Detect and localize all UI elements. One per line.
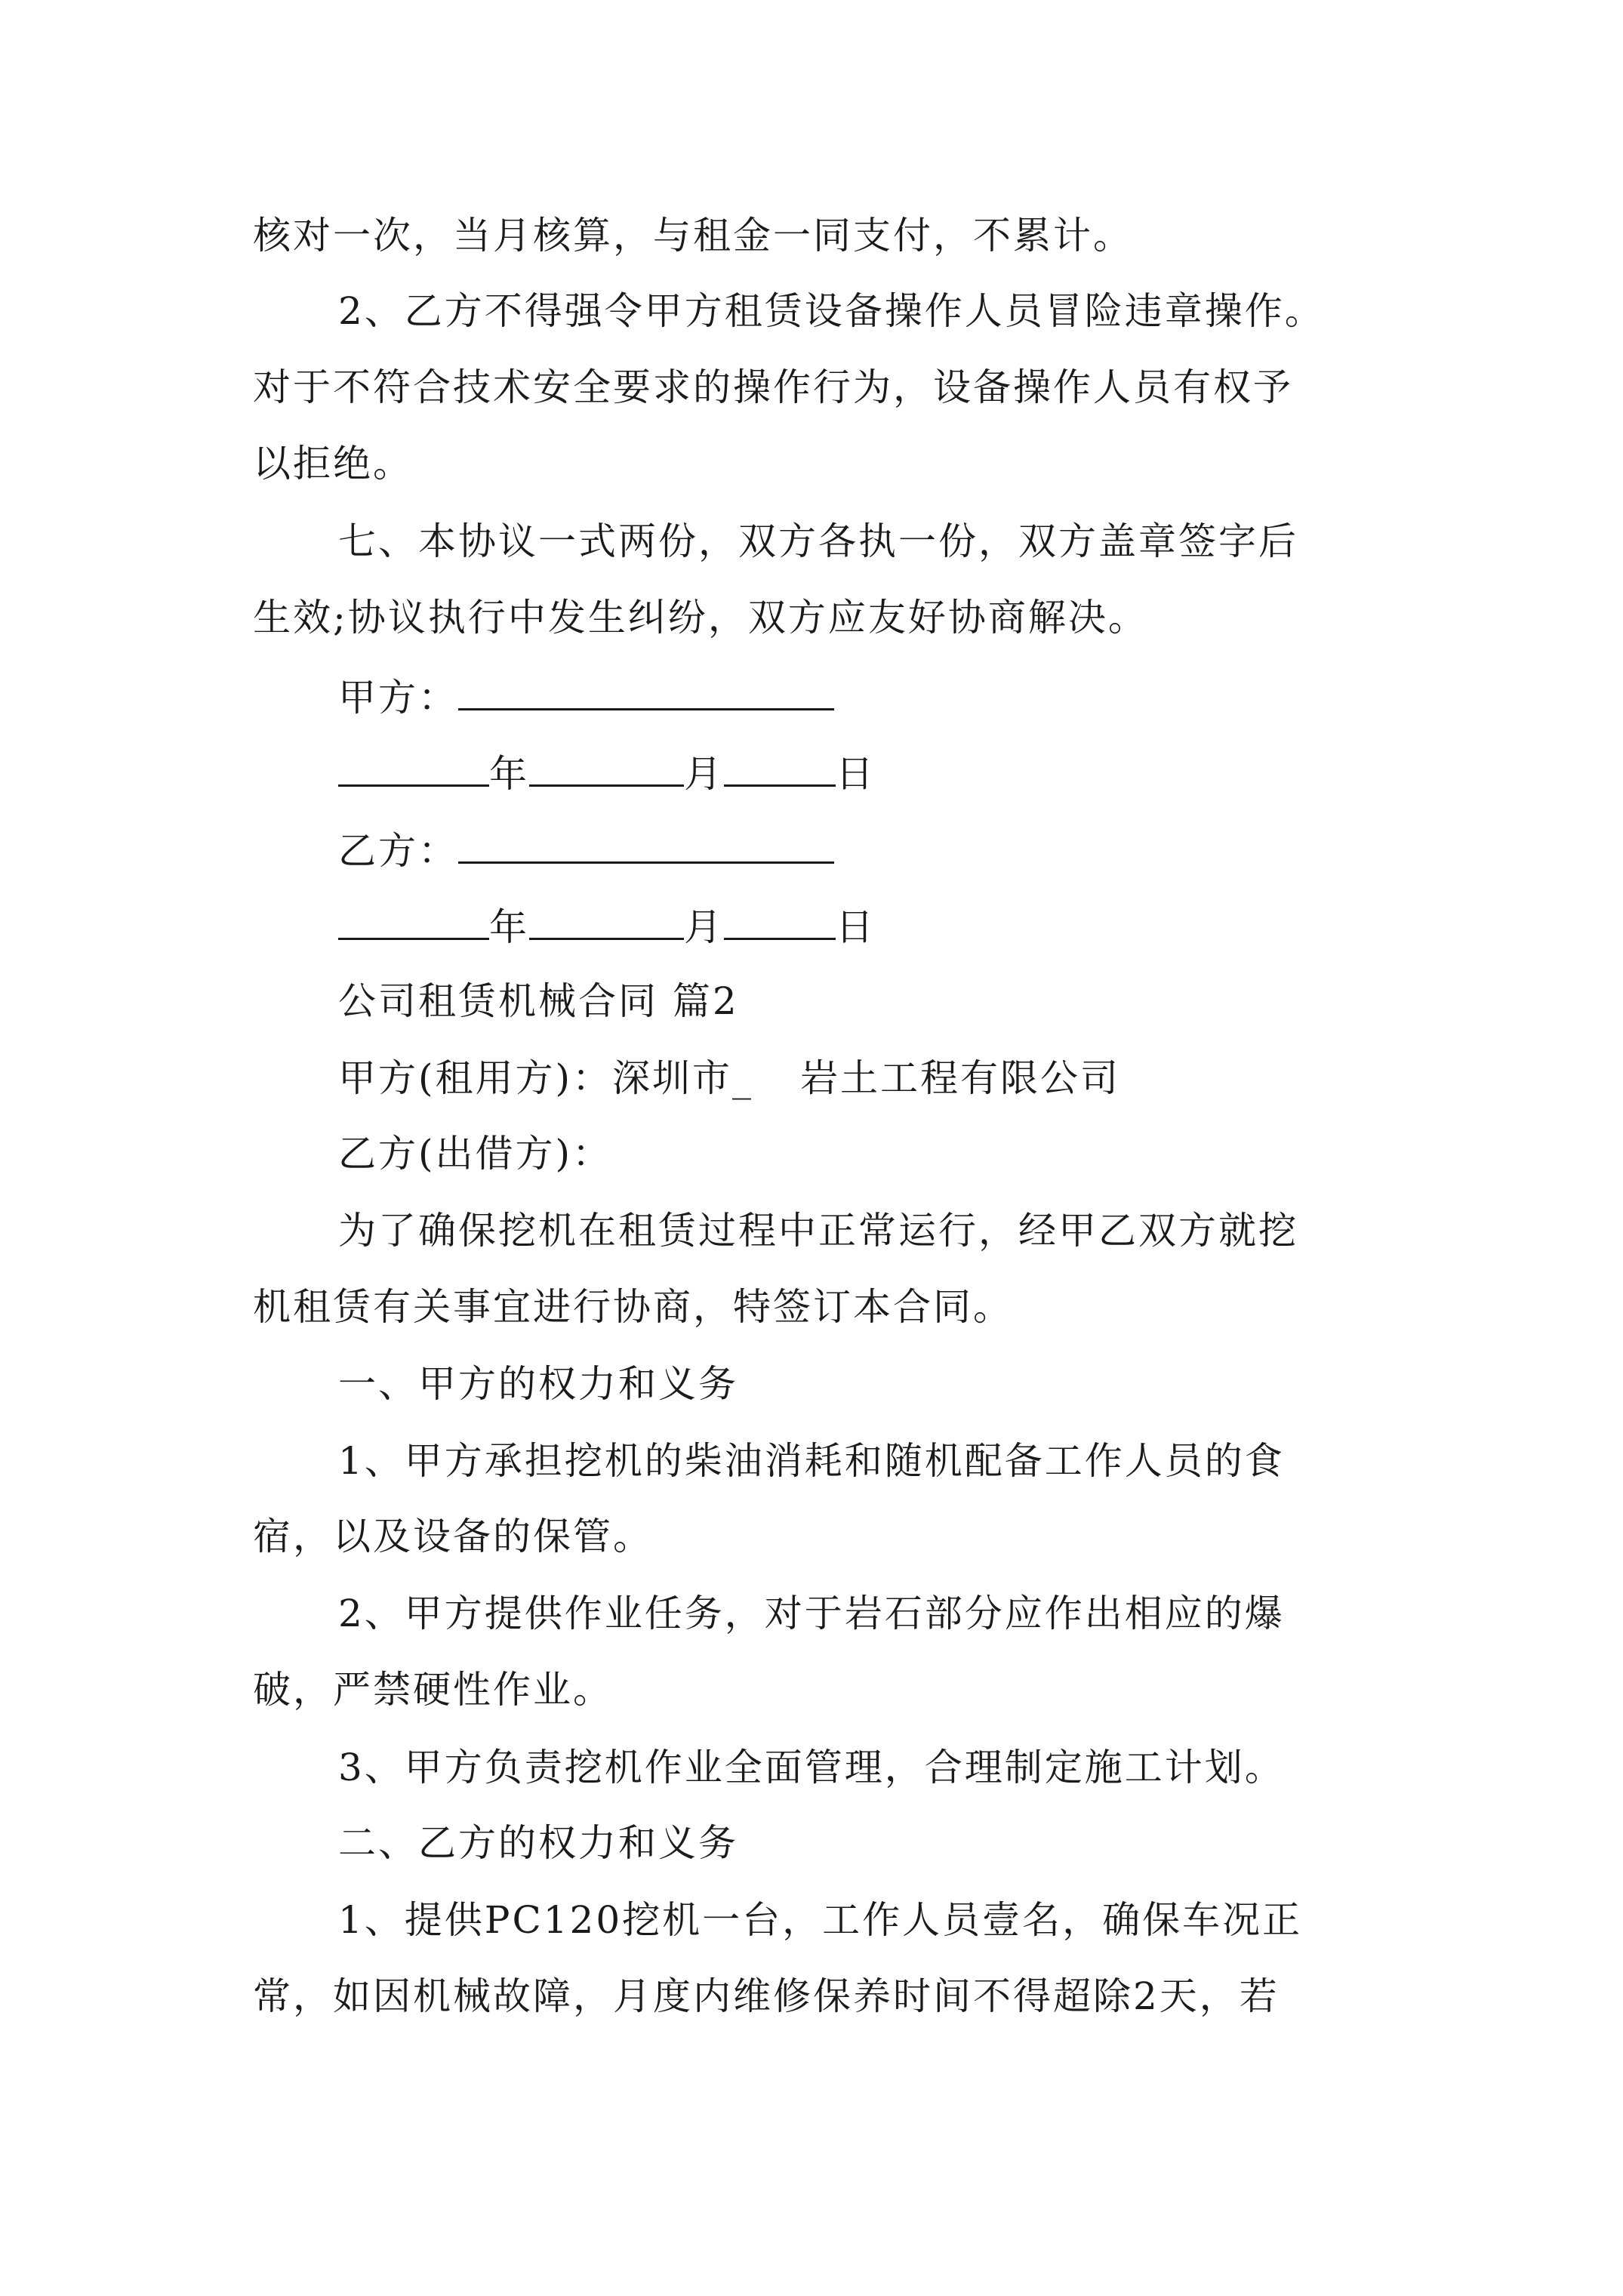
year-blank bbox=[338, 903, 489, 940]
party-a-company: 岩土工程有限公司 bbox=[800, 1056, 1121, 1100]
year-blank bbox=[338, 750, 489, 787]
paragraph-line: 对于不符合技术安全要求的操作行为，设备操作人员有权予 bbox=[253, 365, 1293, 409]
paragraph-line: 以拒绝。 bbox=[253, 442, 413, 485]
party-a-signature-blank bbox=[458, 673, 834, 710]
party-b-label: 乙方： bbox=[338, 829, 458, 873]
section-heading: 二、乙方的权力和义务 bbox=[338, 1821, 738, 1865]
year-label: 年 bbox=[489, 905, 529, 949]
month-blank bbox=[529, 903, 684, 940]
section-heading: 一、甲方的权力和义务 bbox=[338, 1362, 738, 1406]
day-label: 日 bbox=[836, 752, 876, 796]
day-blank bbox=[724, 903, 836, 940]
paragraph-line: 七、本协议一式两份，双方各执一份，双方盖章签字后 bbox=[338, 519, 1298, 563]
month-blank bbox=[529, 750, 684, 787]
party-a-date-line bbox=[338, 750, 876, 797]
paragraph-line: 破，严禁硬性作业。 bbox=[253, 1668, 613, 1712]
party-a-label: 甲方： bbox=[338, 676, 458, 720]
year-label: 年 bbox=[489, 752, 529, 796]
month-label: 月 bbox=[684, 752, 724, 796]
paragraph-line: 1、甲方承担挖机的柴油消耗和随机配备工作人员的食 bbox=[338, 1439, 1285, 1483]
paragraph-line: 机租赁有关事宜进行协商，特签订本合同。 bbox=[253, 1285, 1013, 1329]
party-b-signature-blank bbox=[458, 827, 834, 864]
party-b-date-line bbox=[338, 903, 876, 950]
paragraph-line: 1、提供PC120挖机一台，工作人员壹名，确保车况正 bbox=[338, 1898, 1303, 1942]
party-a-prefix: 甲方(租用方)：深圳市_ bbox=[338, 1056, 754, 1100]
section-title: 公司租赁机械合同 篇2 bbox=[338, 979, 739, 1023]
paragraph-line: 常，如因机械故障，月度内维修保养时间不得超除2天，若 bbox=[253, 1974, 1280, 2018]
day-label: 日 bbox=[836, 905, 876, 949]
paragraph-line: 2、乙方不得强令甲方租赁设备操作人员冒险违章操作。 bbox=[338, 289, 1325, 333]
month-label: 月 bbox=[684, 905, 724, 949]
paragraph-line: 生效;协议执行中发生纠纷，双方应友好协商解决。 bbox=[253, 596, 1148, 639]
paragraph-line: 为了确保挖机在租赁过程中正常运行，经甲乙双方就挖 bbox=[338, 1209, 1298, 1253]
paragraph-line: 宿，以及设备的保管。 bbox=[253, 1515, 653, 1558]
day-blank bbox=[724, 750, 836, 787]
paragraph-line: 3、甲方负责挖机作业全面管理，合理制定施工计划。 bbox=[338, 1746, 1285, 1789]
party-b-signature-line bbox=[338, 827, 834, 874]
party-a-renter-line bbox=[338, 1056, 1120, 1101]
paragraph-line: 核对一次，当月核算，与租金一同支付，不累计。 bbox=[253, 214, 1133, 257]
paragraph-line: 2、甲方提供作业任务，对于岩石部分应作出相应的爆 bbox=[338, 1592, 1285, 1635]
party-b-lender-line: 乙方(出借方)： bbox=[338, 1132, 613, 1176]
party-a-signature-line bbox=[338, 673, 834, 720]
